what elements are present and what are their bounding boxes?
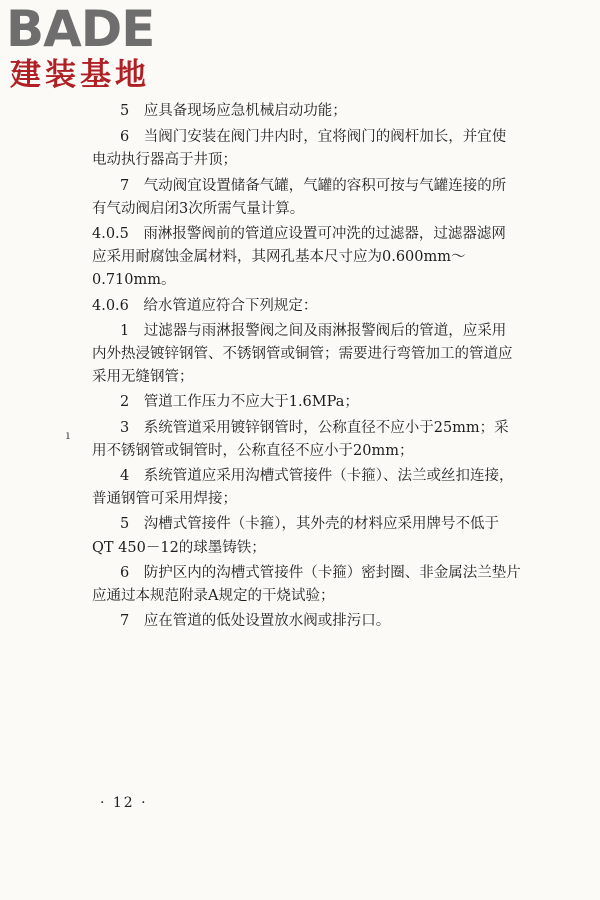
text-line: 4 系统管道应采用沟槽式管接件（卡箍）、法兰或丝扣连接， (120, 468, 514, 484)
text-line: 1 过滤器与雨淋报警阀之间及雨淋报警阀后的管道，应采用 (120, 323, 507, 339)
text-line: 内外热浸镀锌钢管、不锈钢管或铜管；需要进行弯管加工的管道应 (92, 346, 513, 362)
text-line: 电动执行器高于井顶； (92, 152, 237, 168)
text-line: 5 沟槽式管接件（卡箍），其外壳的材料应采用牌号不低于 (120, 516, 499, 532)
logo-brand-text: BADE (6, 0, 155, 58)
text-line: 0.710mm。 (92, 272, 176, 288)
section-heading-4-0-5: 4.0.5 雨淋报警阀前的管道应设置可冲洗的过滤器，过滤器滤网 (92, 226, 506, 242)
page-number: · 12 · (100, 795, 148, 811)
text-line: 6 防护区内的沟槽式管接件（卡箍）密封圈、非金属法兰垫片 (120, 565, 521, 581)
text-line: 采用无缝钢管； (92, 369, 194, 385)
text-line: 2 管道工作压力不应大于1.6MPa； (120, 394, 359, 410)
text-line: 6 当阀门安装在阀门井内时，宜将阀门的阀杆加长，并宜使 (120, 129, 507, 145)
text-line: 应采用耐腐蚀金属材料，其网孔基本尺寸应为0.600mm～ (92, 249, 466, 265)
text-line: 3 系统管道采用镀锌钢管时，公称直径不应小于25mm；采 (120, 420, 509, 436)
bade-logo (6, 0, 181, 96)
text-line: QT 450－12的球墨铸铁； (92, 540, 266, 556)
text-line: 有气动阀启闭3次所需气量计算。 (92, 201, 305, 217)
text-line: 应通过本规范附录A规定的干烧试验； (92, 588, 335, 604)
logo-subtitle: 建装基地 (10, 57, 150, 93)
margin-mark: ı (66, 428, 70, 442)
text-line: 普通钢管可采用焊接； (92, 491, 237, 507)
text-line: 5 应具备现场应急机械启动功能； (120, 103, 347, 119)
text-line: 用不锈钢管或铜管时，公称直径不应小于20mm； (92, 443, 414, 459)
section-heading-4-0-6: 4.0.6 给水管道应符合下列规定： (92, 298, 318, 314)
text-line: 7 气动阀宜设置储备气罐，气罐的容积可按与气罐连接的所 (120, 178, 507, 194)
text-line: 7 应在管道的低处设置放水阀或排污口。 (120, 613, 391, 629)
